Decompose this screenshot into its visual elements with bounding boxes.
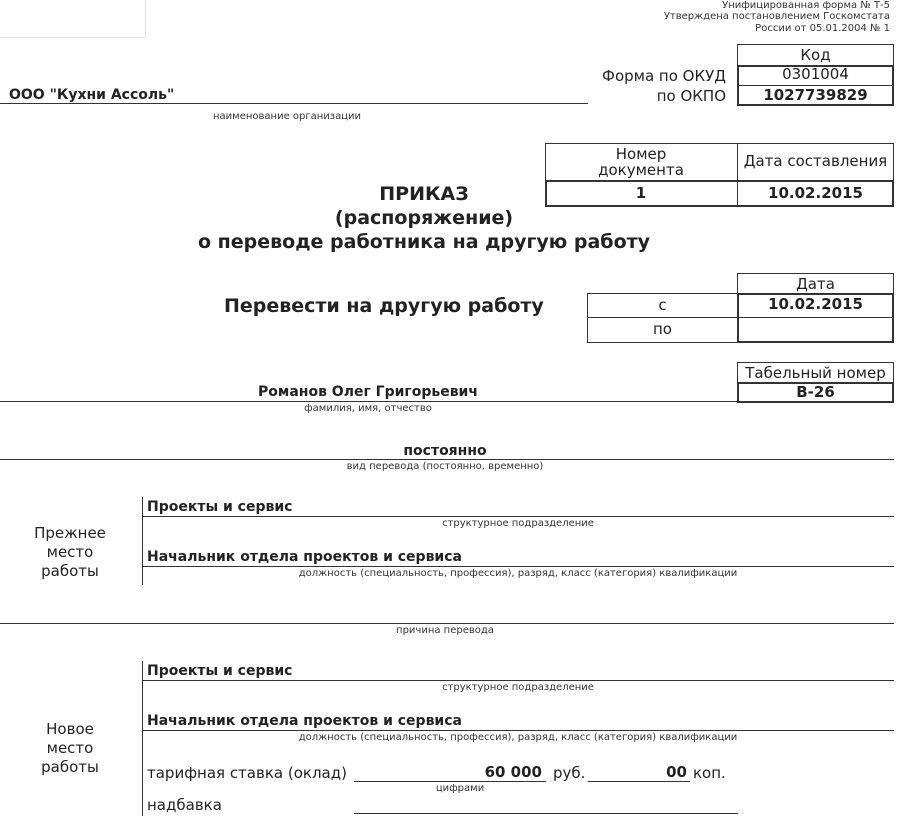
form-header-line2: Утверждена постановлением Госкомстата: [663, 11, 890, 22]
transfer-to-label: по: [653, 320, 672, 339]
employee-name-caption: фамилия, имя, отчество: [304, 403, 432, 414]
rub-label: руб.: [553, 764, 586, 782]
previous-department-caption: структурное подразделение: [442, 518, 594, 529]
bonus-label: надбавка: [147, 796, 222, 814]
rate-rub-value: 60 000: [484, 763, 542, 781]
new-position: Начальник отдела проектов и сервиса: [147, 713, 462, 729]
form-header-line3: России от 05.01.2004 № 1: [755, 23, 890, 34]
organization-caption: наименование организации: [213, 111, 362, 122]
kop-label: коп.: [693, 764, 726, 782]
document-date-header: Дата составления: [743, 152, 888, 171]
previous-bracket: [142, 497, 143, 585]
digits-caption: цифрами: [435, 783, 485, 794]
tab-number-header: Табельный номер: [745, 363, 886, 382]
transfer-type-line: [0, 459, 894, 460]
employee-name: Романов Олег Григорьевич: [258, 384, 478, 400]
new-position-caption: должность (специальность, профессия), разряд, класс (категория) квалификации: [298, 732, 738, 743]
rate-kop-line: [588, 781, 690, 782]
document-date: 10.02.2015: [768, 183, 863, 202]
okud-value: 0301004: [782, 65, 849, 84]
tab-number: В-26: [796, 382, 835, 401]
title-line2: (распоряжение): [334, 207, 514, 229]
employee-name-line: [0, 401, 737, 402]
organization-name: ООО "Кухни Ассоль": [9, 87, 175, 103]
form-header-line1: Унифицированная форма № Т-5: [722, 0, 890, 11]
rate-rub-line: [354, 781, 546, 782]
new-bracket: [142, 661, 143, 816]
new-department: Проекты и сервис: [147, 663, 293, 679]
bonus-line: [354, 813, 738, 814]
new-department-line: [143, 680, 894, 681]
corner-cell: [0, 0, 146, 38]
transfer-to-date: [737, 318, 894, 342]
code-header: Код: [800, 46, 831, 65]
previous-label: Прежнее место работы: [34, 524, 106, 580]
new-position-line: [143, 730, 894, 731]
title-line3: о переводе работника на другую работу: [197, 231, 651, 253]
transfer-date-header: Дата: [796, 274, 835, 293]
transfer-from-label: с: [658, 296, 667, 315]
new-department-caption: структурное подразделение: [442, 682, 594, 693]
reason-line: [0, 623, 894, 624]
okud-label: Форма по ОКУД: [602, 67, 726, 85]
document-number: 1: [635, 183, 647, 202]
previous-department-line: [143, 516, 894, 517]
new-label: Новое место работы: [41, 720, 99, 776]
rate-kop-value: 00: [666, 763, 687, 781]
previous-department: Проекты и сервис: [147, 499, 293, 515]
title-line1: ПРИКАЗ: [379, 183, 469, 205]
transfer-from-date: 10.02.2015: [768, 295, 863, 314]
transfer-type-caption: вид перевода (постоянно, временно): [346, 461, 544, 472]
transfer-type-value: постоянно: [403, 443, 487, 459]
okpo-value: 1027739829: [763, 86, 868, 105]
organization-line: [0, 103, 588, 104]
previous-position-caption: должность (специальность, профессия), разряд, класс (категория) квалификации: [298, 568, 738, 579]
transfer-heading: Перевести на другую работу: [224, 295, 544, 317]
previous-position: Начальник отдела проектов и сервиса: [147, 549, 462, 565]
previous-position-line: [143, 566, 894, 567]
document-number-header: Номер документа: [598, 144, 684, 179]
reason-caption: причина перевода: [396, 625, 494, 636]
rate-label: тарифная ставка (оклад): [147, 764, 347, 782]
okpo-label: по ОКПО: [656, 87, 726, 105]
